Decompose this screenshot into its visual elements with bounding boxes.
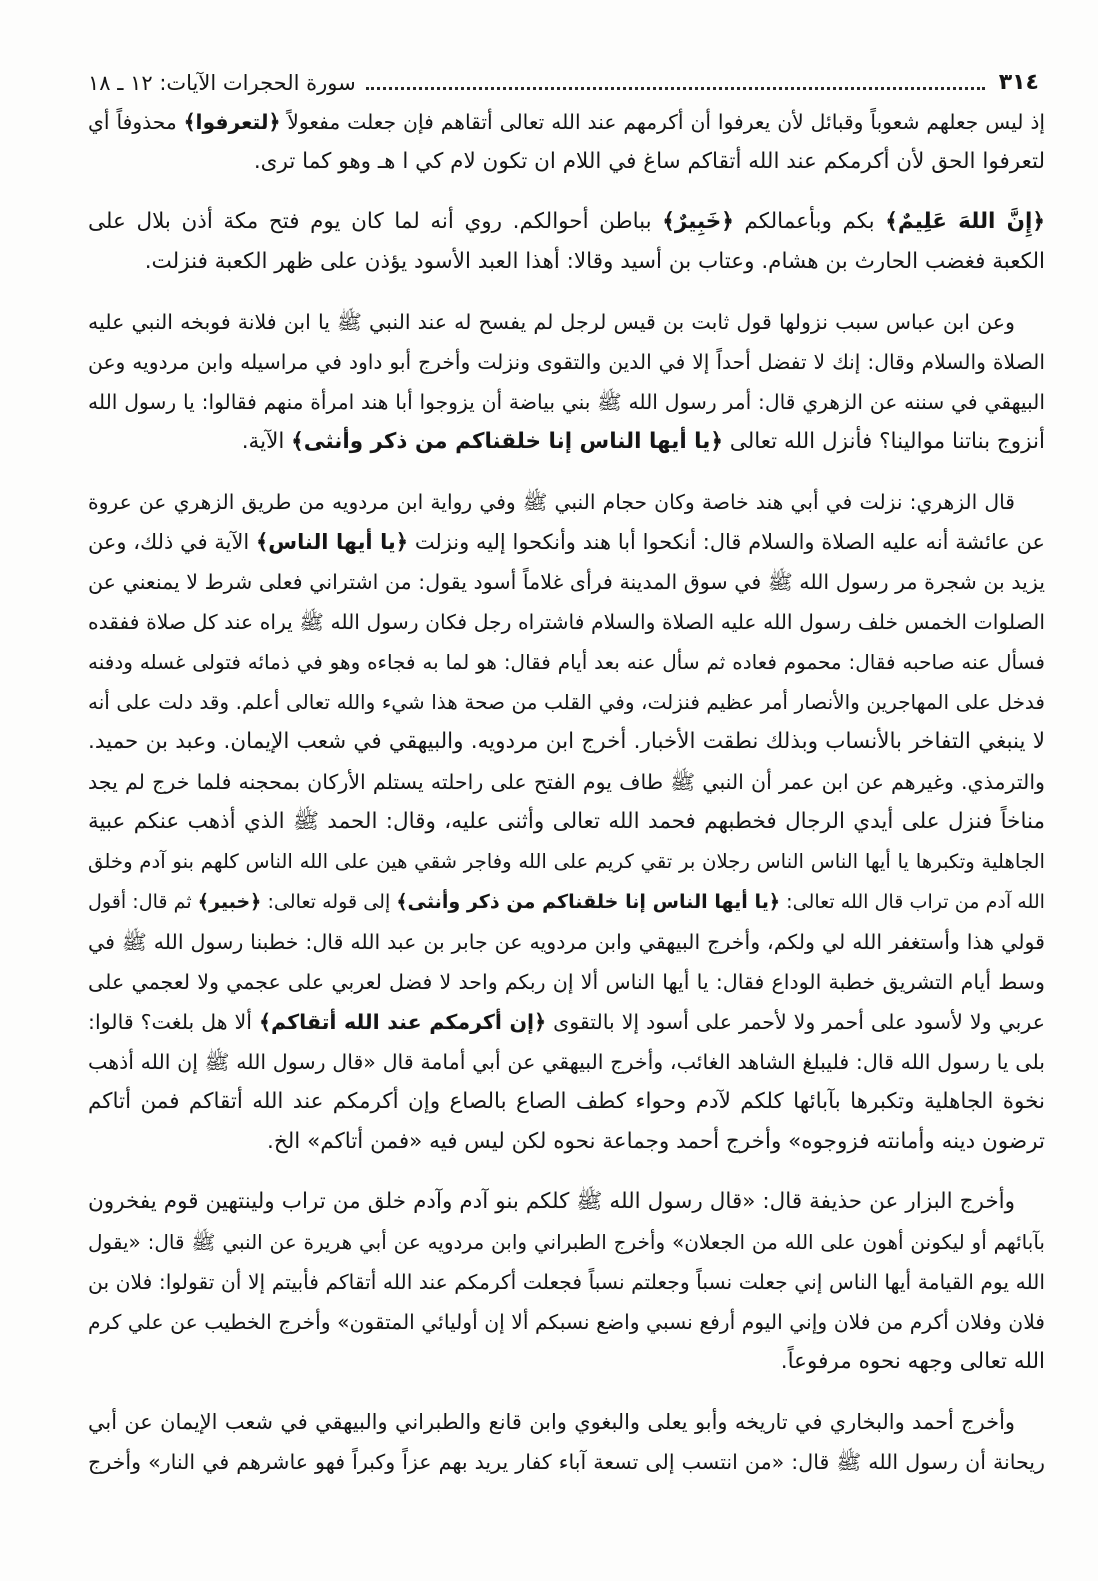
paragraph [88, 202, 1045, 282]
text-run: الله تعالى وجهه نحوه مرفوعاً. [780, 1349, 1045, 1374]
text-run: لا ينبغي التفاخر بالأنساب وبذلك نطقت الأخبار. أخرج ابن مردويه. والبيهقي في شعب الإيمان. وعبد بن حميد. [88, 729, 1045, 754]
text-run: يزيد بن شجرة مر رسول الله ﷺ في سوق المدينة فرأى غلاماً أسود يقول: من اشتراني فعلى شرط لا يمنعني عن [88, 570, 1045, 594]
text-run: الجاهلية وتكبرها يا أيها الناس الناس رجلان بر تقي كريم على الله وفاجر شقي هين على الله الناس كلهم بنو آدم وخلق [88, 850, 1045, 873]
text-run: ريحانة أن رسول الله ﷺ قال: «من انتسب إلى تسعة آباء كفار يريد بهم عزاً وكبراً فهو عاشرهم في النار» وأخرج [88, 1450, 1045, 1474]
text-line [88, 242, 1045, 282]
text-line [88, 102, 1045, 142]
text-run: الصلوات الخمس خلف رسول الله عليه الصلاة والسلام فاشتراه رجل فكان رسول الله ﷺ يراه عند كل صلاة ففقده [88, 610, 1045, 634]
text-line [88, 722, 1045, 762]
quran-citation: ﴿لتعرفوا﴾ [183, 110, 281, 134]
text-run: نخوة الجاهلية وتكبرها بآبائها كلكم لآدم وحواء كطف الصاع بالصاع وإن أكرمكم عند الله أتقاكم فمن أتاكم [88, 1089, 1045, 1114]
text-run: بآبائهم أو ليكونن أهون على الله من الجعلان» وأخرج الطبراني وابن مردويه عن أبي هريرة عن النبي ﷺ قال: «يقول [88, 1230, 1045, 1254]
text-line [88, 422, 1045, 462]
text-run: قال الزهري: نزلت في أبي هند خاصة وكان حجام النبي ﷺ وفي رواية ابن مردويه من طريق الزهري عن عروة [88, 490, 1015, 514]
text-line [88, 842, 1045, 882]
dotted-leader [366, 87, 985, 90]
paragraph [88, 1402, 1045, 1482]
text-run: بلى يا رسول الله قال: فليبلغ الشاهد الغائب، وأخرج البيهقي عن أبي أمامة قال «قال رسول الله ﷺ إن الله أذهب [88, 1050, 1045, 1074]
text-line [88, 922, 1045, 962]
running-title: سورة الحجرات الآيات: ١٢ ـ ١٨ [88, 71, 356, 95]
text-run: بباطن أحوالكم. روي أنه لما كان يوم فتح مكة أذن بلال على [88, 209, 663, 234]
text-run: بكم وبأعمالكم [733, 209, 886, 234]
text-run: الله آدم من تراب قال الله تعالى: [780, 890, 1045, 913]
text-line [88, 1262, 1045, 1302]
text-line [88, 302, 1045, 342]
quran-citation: ﴿يا أيها الناس إنا خلقناكم من ذكر وأنثى﴾ [396, 890, 781, 913]
quran-citation: ﴿يا أيها الناس﴾ [256, 530, 408, 554]
text-run: وعن ابن عباس سبب نزولها قول ثابت بن قيس لرجل لم يفسح له عند النبي ﷺ يا ابن فلانة فوبخه النبي عليه [88, 310, 1015, 334]
text-line [88, 682, 1045, 722]
text-body [88, 102, 1045, 1482]
text-run: الكعبة فغضب الحارث بن هشام. وعتاب بن أسيد وقالا: أهذا العبد الأسود يؤذن على ظهر الكعبة فنزلت. [144, 249, 1045, 274]
text-line [88, 1082, 1045, 1122]
text-run: وأخرج أحمد والبخاري في تاريخه وأبو يعلى والبغوي وابن قانع والطبراني والبيهقي في شعب الإيمان عن أبي [88, 1410, 1015, 1434]
text-run: عربي ولا لأسود على أحمر ولا لأحمر على أسود إلا بالتقوى [546, 1010, 1045, 1034]
quran-citation: ﴿خبير﴾ [197, 890, 262, 913]
text-line [88, 562, 1045, 602]
text-run: محذوفاً أي [88, 110, 184, 134]
text-line [88, 482, 1045, 522]
text-run: إلى قوله تعالى: [261, 890, 397, 913]
text-line [88, 962, 1045, 1002]
text-run: ألا هل بلغت؟ قالوا: [88, 1010, 259, 1034]
text-line [88, 1042, 1045, 1082]
text-run: فلان وفلان أكرم من فلان وإني اليوم أرفع نسبي واضع نسبكم ألا إن أوليائي المتقون» وأخرج الخطيب عن علي كرم [88, 1310, 1045, 1334]
text-line [88, 1442, 1045, 1482]
text-run: الله يوم القيامة أيها الناس إني جعلت نسباً وجعلتم نسباً فجعلت أكرمكم عند الله أتقاكم فأبيتم إلا أن تقولوا: فلان بن [88, 1270, 1045, 1294]
text-line [88, 1342, 1045, 1382]
text-run: الصلاة والسلام وقال: إنك لا تفضل أحداً إلا في الدين والتقوى ونزلت وأخرج أبو داود في مراسيله وابن مردويه وعن [88, 350, 1045, 374]
text-line [88, 142, 1045, 182]
text-line [88, 1402, 1045, 1442]
paragraph [88, 1182, 1045, 1382]
text-run: فسأل عنه صاحبه فقال: محموم فعاده ثم سأل عنه بعد أيام فقال: هو لما به فجاءه وهو في ذمائه فتولى غسله ودفنه [88, 650, 1045, 674]
text-run: إذ ليس جعلهم شعوباً وقبائل لأن يعرفوا أن أكرمهم عند الله تعالى أتقاهم فإن جعلت مفعولاً [280, 110, 1045, 134]
text-run: ترضون دينه وأمانته فزوجوه» وأخرج أحمد وجماعة نحوه لكن ليس فيه «فمن أتاكم» الخ. [267, 1129, 1045, 1154]
quran-citation: ﴿خَبِيرٌ﴾ [662, 209, 734, 234]
text-run: قولي هذا وأستغفر الله لي ولكم، وأخرج البيهقي وابن مردويه عن جابر بن عبد الله قال: خطبنا رسول الله ﷺ في [88, 930, 1045, 954]
text-line [88, 1122, 1045, 1162]
text-run: أنزوج بناتنا موالينا؟ فأنزل الله تعالى [722, 429, 1045, 454]
book-page [88, 66, 1045, 1482]
text-run: ثم قال: أقول [88, 890, 198, 913]
text-run: لتعرفوا الحق لأن أكرمكم عند الله أتقاكم ساغ في اللام ان تكون لام كي ا هـ وهو كما ترى. [253, 149, 1045, 174]
quran-citation: ﴿إن أكرمكم عند الله أتقاكم﴾ [258, 1010, 547, 1034]
paragraph [88, 102, 1045, 182]
paragraph [88, 482, 1045, 1162]
text-run: والترمذي. وغيرهم عن ابن عمر أن النبي ﷺ طاف يوم الفتح على راحلته يستلم الأركان بمحجنه فلما خرج لم يجد [88, 770, 1045, 794]
text-run: عن عائشة أنه عليه الصلاة والسلام قال: أنكحوا أبا هند وأنكحوا إليه ونزلت [408, 530, 1045, 554]
text-line [88, 802, 1045, 842]
text-line [88, 342, 1045, 382]
text-run: البيهقي في سننه عن الزهري قال: أمر رسول الله ﷺ بني بياضة أن يزوجوا أبا هند امرأة منهم فقالوا: يا رسول الله [88, 390, 1045, 414]
text-run: الآية في ذلك، وعن [88, 530, 257, 554]
text-line [88, 1002, 1045, 1042]
text-line [88, 642, 1045, 682]
page-number: ٣١٤ [998, 70, 1039, 95]
text-line [88, 1302, 1045, 1342]
text-line [88, 382, 1045, 422]
text-run: وسط أيام التشريق خطبة الوداع فقال: يا أيها الناس ألا إن ربكم واحد لا فضل لعربي على عجمي ولا لعجمي على [88, 970, 1045, 994]
text-run: وأخرج البزار عن حذيفة قال: «قال رسول الله ﷺ كلكم بنو آدم وآدم خلق من تراب ولينتهين قوم يفخرون [88, 1189, 1015, 1214]
page-header [88, 66, 1045, 100]
text-line [88, 1182, 1045, 1222]
text-line [88, 202, 1045, 242]
text-line [88, 522, 1045, 562]
quran-citation: ﴿يا أيها الناس إنا خلقناكم من ذكر وأنثى﴾ [291, 429, 723, 454]
text-run: الآية. [241, 429, 292, 454]
text-line [88, 762, 1045, 802]
quran-citation: ﴿إِنَّ اللهَ عَلِيمٌ﴾ [885, 209, 1045, 234]
text-run: فدخل على المهاجرين والأنصار أمر عظيم فنزلت، وفي القلب من صحة هذا شيء والله تعالى أعلم. وقد دلت على أنه [88, 690, 1045, 714]
text-line [88, 1222, 1045, 1262]
text-line [88, 882, 1045, 922]
text-run: مناخاً فنزل على أيدي الرجال فخطبهم فحمد الله تعالى وأثنى عليه، وقال: الحمد ﷺ الذي أذهب عنكم عبية [88, 809, 1045, 834]
text-line [88, 602, 1045, 642]
paragraph [88, 302, 1045, 462]
